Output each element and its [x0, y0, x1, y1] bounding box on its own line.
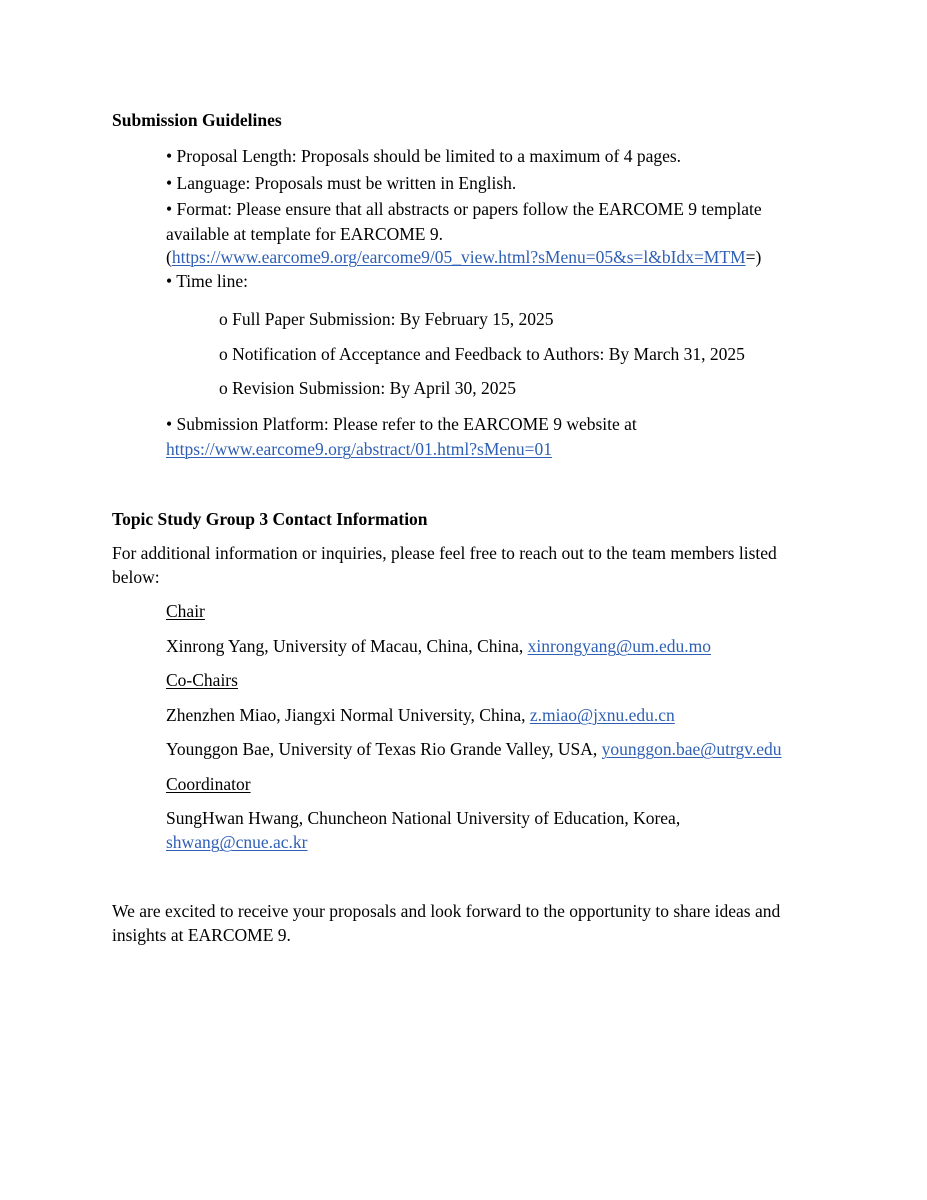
platform-link-line [166, 438, 552, 461]
contact-intro-line1: For additional information or inquiries, please feel free to reach out to the team members listed [112, 543, 777, 563]
list-item-platform [166, 413, 637, 436]
cochair-email-link[interactable]: younggon.bae@utrgv.edu [601, 739, 782, 759]
chair-label: Chair [166, 601, 205, 621]
chair-text: Xinrong Yang, University of Macau, China, China, [166, 636, 528, 656]
coordinator-email-link[interactable]: shwang@cnue.ac.kr [166, 832, 308, 852]
format-text-line2: available at template for EARCOME 9. [166, 224, 444, 244]
cochair-email-link[interactable]: z.miao@jxnu.edu.cn [529, 705, 675, 725]
list-item-proposal-length [166, 145, 681, 168]
contact-heading: Topic Study Group 3 Contact Information [112, 509, 428, 529]
chair-email-link[interactable]: xinrongyang@um.edu.mo [527, 636, 711, 656]
cochair-text: Zhenzhen Miao, Jiangxi Normal University, China, [166, 705, 530, 725]
bullet: • [166, 271, 173, 291]
paren-open: ( [166, 247, 172, 267]
contact-intro-line2: below: [112, 567, 160, 587]
cochairs-label: Co-Chairs [166, 670, 238, 690]
bullet: • [166, 173, 173, 193]
platform-link[interactable]: https://www.earcome9.org/abstract/01.html?sMenu=01 [166, 439, 553, 459]
sub-bullet: o [219, 378, 228, 398]
template-link[interactable]: https://www.earcome9.org/earcome9/05_view.html?sMenu=05&s=l&bIdx=MTM [171, 247, 746, 267]
proposal-length-text: Proposal Length: Proposals should be limited to a maximum of 4 pages. [176, 146, 682, 166]
bullet: • [166, 199, 173, 219]
submission-heading: Submission Guidelines [112, 110, 282, 130]
closing-line2: insights at EARCOME 9. [112, 925, 291, 945]
language-text: Language: Proposals must be written in English. [176, 173, 517, 193]
timeline-item [219, 308, 553, 331]
coordinator-email-line [166, 831, 307, 854]
timeline-text: Full Paper Submission: By February 15, 2025 [232, 309, 554, 329]
format-link-line [166, 246, 761, 269]
cochair-entry [166, 704, 675, 727]
list-item-timeline [166, 270, 248, 293]
bullet: • [166, 414, 173, 434]
bullet: • [166, 146, 173, 166]
platform-text: Submission Platform: Please refer to the EARCOME 9 website at [176, 414, 637, 434]
timeline-label: Time line: [176, 271, 248, 291]
timeline-text: Revision Submission: By April 30, 2025 [232, 378, 517, 398]
sub-bullet: o [219, 309, 228, 329]
cochair-text: Younggon Bae, University of Texas Rio Grande Valley, USA, [166, 739, 602, 759]
timeline-item [219, 343, 745, 366]
closing-line1: We are excited to receive your proposals and look forward to the opportunity to share ideas and [112, 901, 781, 921]
timeline-text: Notification of Acceptance and Feedback to Authors: By March 31, 2025 [232, 344, 745, 364]
format-text-line1: Format: Please ensure that all abstracts or papers follow the EARCOME 9 template [176, 199, 762, 219]
cochair-entry [166, 738, 782, 761]
timeline-item [219, 377, 516, 400]
sub-bullet: o [219, 344, 228, 364]
list-item-language [166, 172, 516, 195]
coordinator-label: Coordinator [166, 774, 251, 794]
coordinator-text: SungHwan Hwang, Chuncheon National University of Education, Korea, [166, 808, 681, 828]
list-item-format [166, 198, 762, 221]
coordinator-label-line [166, 773, 277, 796]
paren-close: =) [745, 247, 762, 267]
chair-entry [166, 635, 711, 658]
